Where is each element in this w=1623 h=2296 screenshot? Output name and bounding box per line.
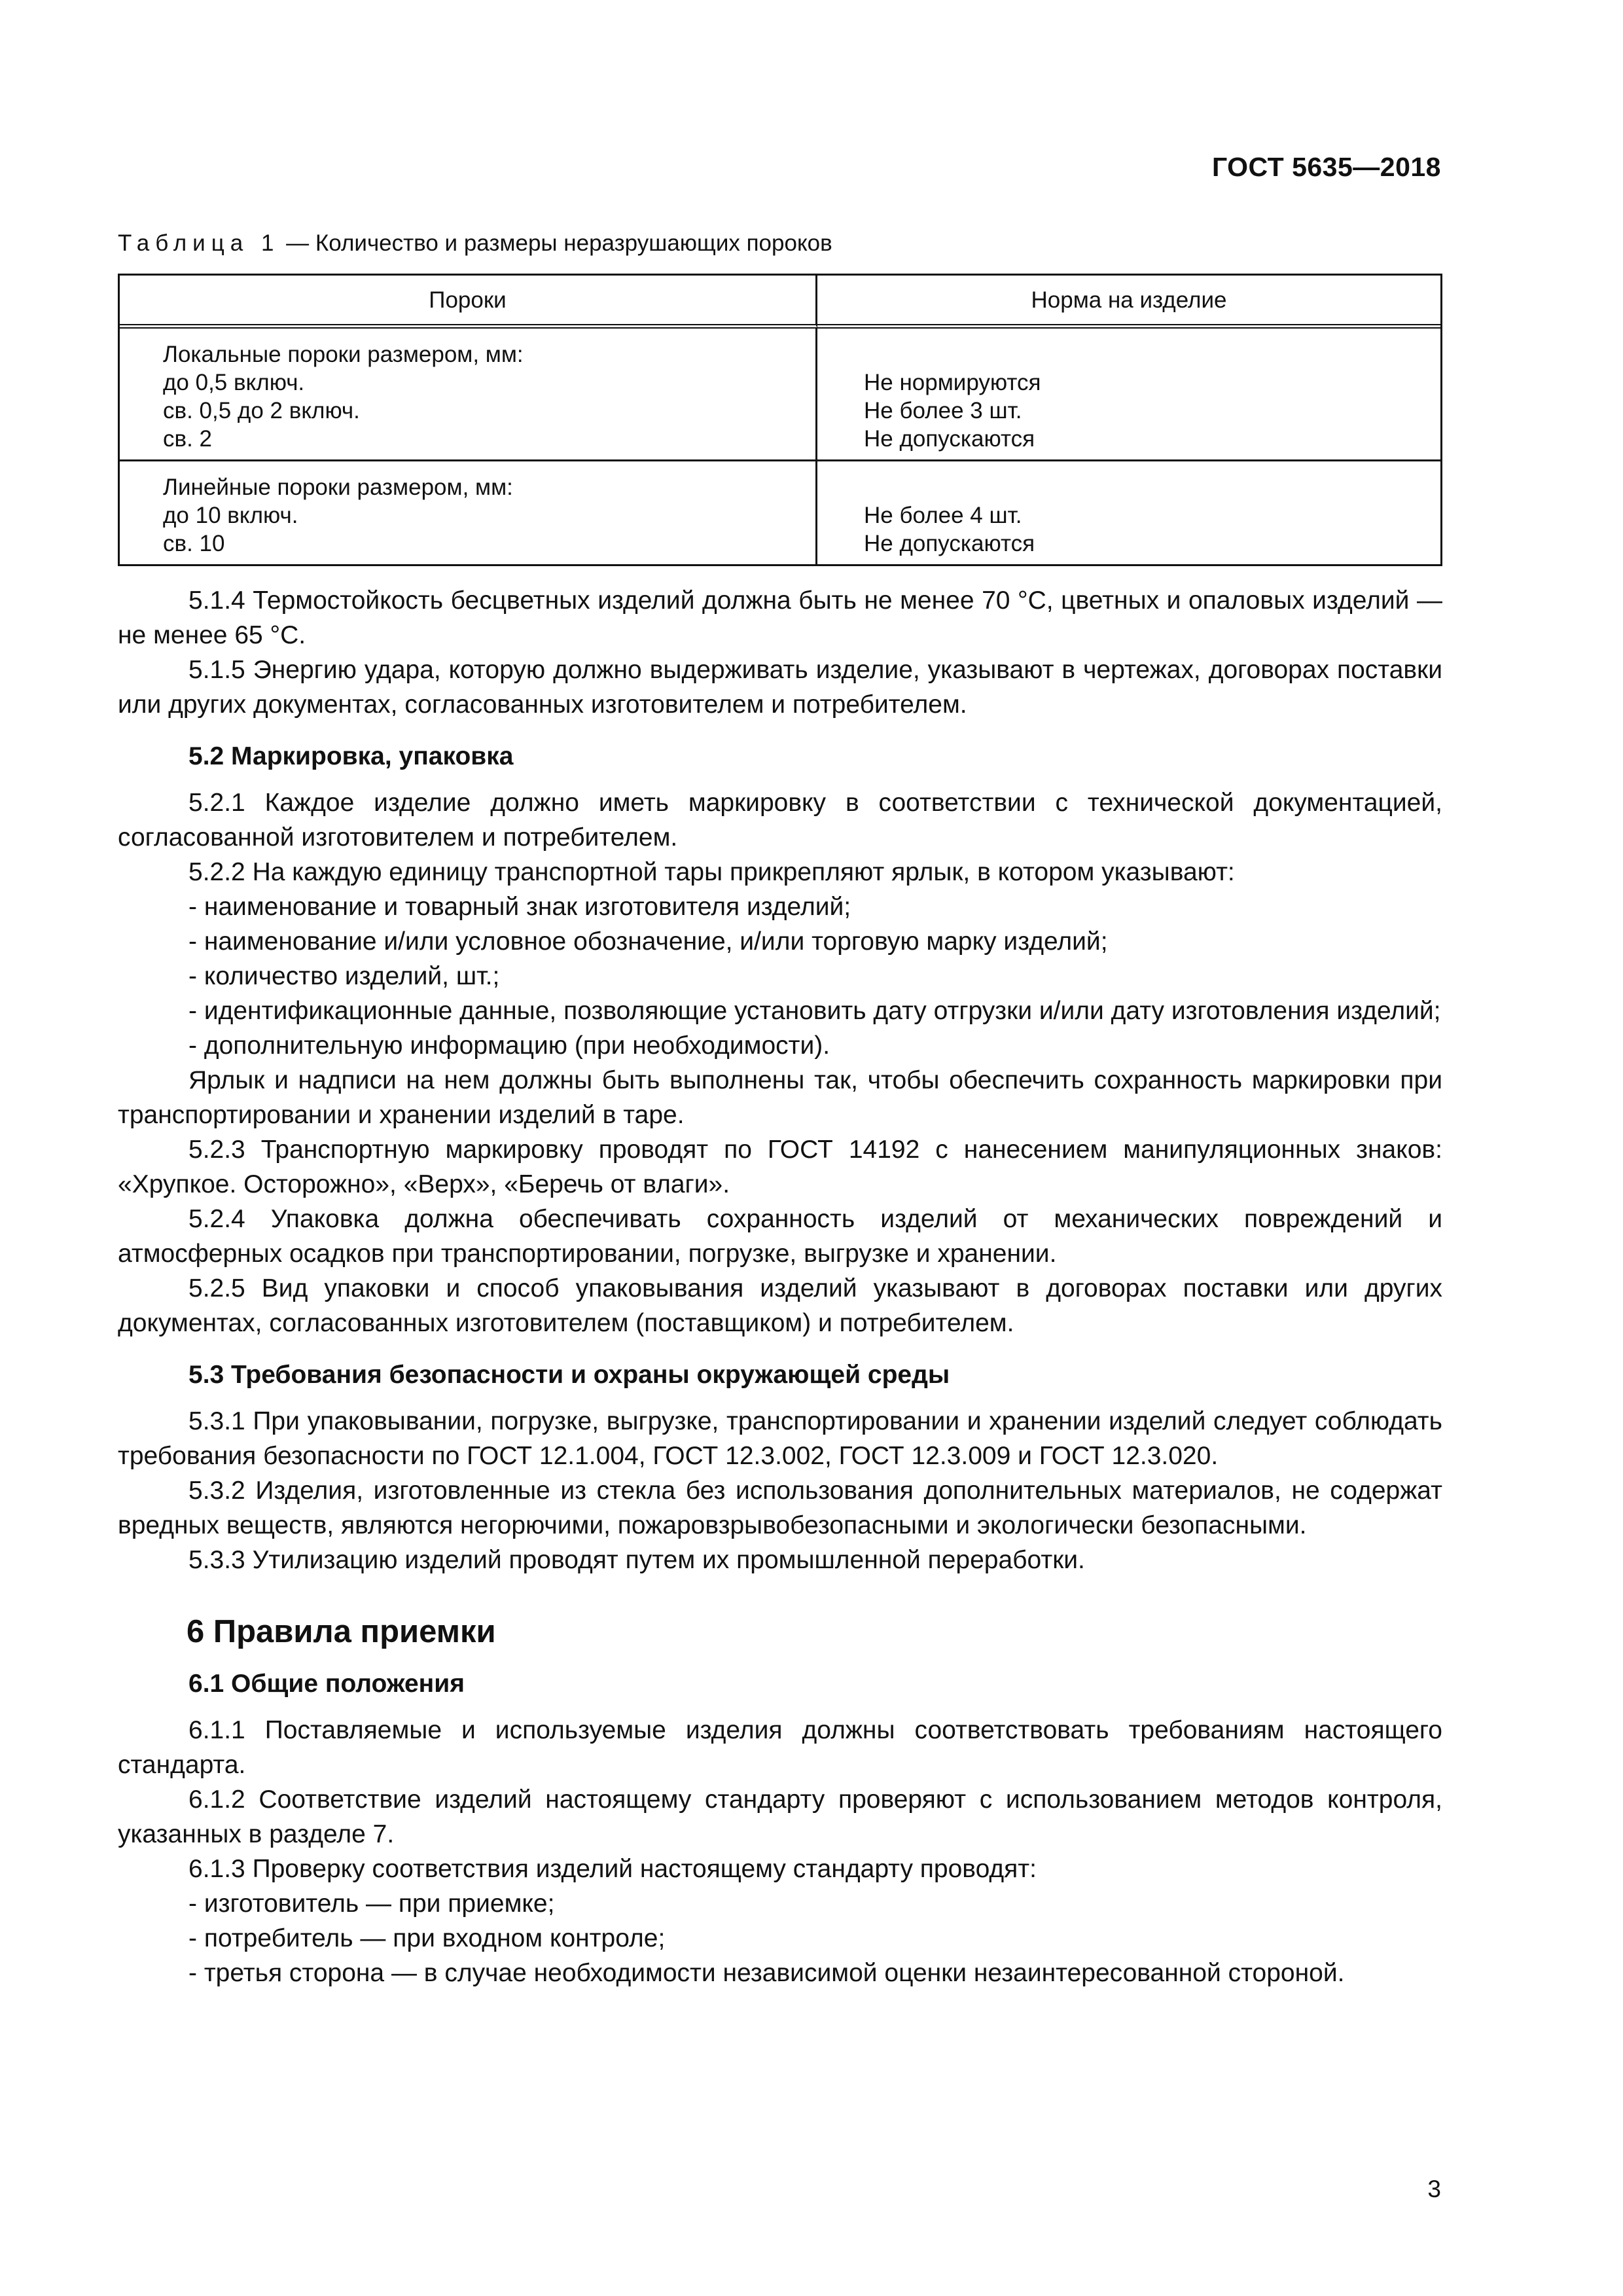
table-header-row: [120, 276, 1440, 329]
cell-line: св. 2: [163, 426, 213, 452]
paragraph-5-2-1: 5.2.1 Каждое изделие должно иметь маркировку в соответствии с технической документацией, согласованной изготовителем и потребителем.: [118, 789, 1442, 852]
list-item: - изготовитель — при приемке;: [188, 1890, 555, 1918]
list-item: - количество изделий, шт.;: [188, 962, 500, 990]
cell-line: до 0,5 включ.: [163, 370, 305, 395]
cell-spacer: [864, 473, 1440, 501]
list-item: - дополнительную информацию (при необходимости).: [188, 1031, 830, 1060]
table-caption-text: — Количество и размеры неразрушающих пороков: [286, 230, 832, 256]
table-caption-label: Таблица 1: [118, 230, 280, 256]
paragraph-5-2-4: 5.2.4 Упаковка должна обеспечивать сохранность изделий от механических повреждений и атмосферных осадков при транспортировании, погрузке, выгрузке и хранении.: [118, 1205, 1442, 1268]
list-item: - третья сторона — в случае необходимости независимой оценки незаинтересованной стороной.: [188, 1959, 1345, 1987]
paragraph-5-2-5: 5.2.5 Вид упаковки и способ упаковывания изделий указывают в договорах поставки или других документах, согласованных изготовителем (поставщиком) и потребителем.: [118, 1274, 1442, 1337]
list-item: - наименование и/или условное обозначение, и/или торговую марку изделий;: [188, 927, 1108, 956]
column-header-norm: Норма на изделие: [817, 276, 1440, 329]
paragraph-5-3-1: 5.3.1 При упаковывании, погрузке, выгрузке, транспортировании и хранении изделий следует соблюдать требования безопасности по ГОСТ 12.1.004, ГОСТ 12.3.002, ГОСТ 12.3.009 и ГОСТ 12.3.020.: [118, 1407, 1442, 1470]
paragraph-5-3-2: 5.3.2 Изделия, изготовленные из стекла без использования дополнительных материалов, не содержат вредных веществ, являются негорючими, пожаровзрывобезопасными и экологически безопасными.: [118, 1477, 1442, 1539]
table-row: [120, 329, 1440, 461]
paragraph-5-2-2: 5.2.2 На каждую единицу транспортной тары прикрепляют ярлык, в котором указывают:: [188, 858, 1235, 886]
paragraph-5-1-4: 5.1.4 Термостойкость бесцветных изделий должна быть не менее 70 °С, цветных и опаловых изделий — не менее 65 °С.: [118, 586, 1442, 649]
cell-line: Не нормируются: [864, 370, 1041, 395]
table-caption: [118, 228, 1442, 259]
cell-line: Локальные пороки размером, мм:: [163, 342, 524, 367]
list-item: - идентификационные данные, позволяющие установить дату отгрузки и/или дату изготовления изделий;: [188, 997, 1441, 1025]
cell-line: Не допускаются: [864, 426, 1035, 452]
cell-line: до 10 включ.: [163, 503, 298, 528]
table-row: [120, 461, 1440, 564]
paragraph-6-1-3: 6.1.3 Проверку соответствия изделий настоящему стандарту проводят:: [188, 1855, 1037, 1883]
cell-line: Не более 4 шт.: [864, 503, 1022, 528]
cell-line: Не более 3 шт.: [864, 398, 1022, 423]
subsection-heading-5-2: 5.2 Маркировка, упаковка: [188, 742, 514, 770]
table-cell-defects: [120, 329, 817, 461]
paragraph-5-2-3: 5.2.3 Транспортную маркировку проводят по ГОСТ 14192 с нанесением манипуляционных знаков: «Хрупкое. Осторожно», «Верх», «Беречь от влаги».: [118, 1136, 1442, 1198]
list-item: - потребитель — при входном контроле;: [188, 1924, 666, 1952]
paragraph-5-1-5: 5.1.5 Энергию удара, которую должно выдерживать изделие, указывают в чертежах, договорах поставки или других документах, согласованных изготовителем и потребителем.: [118, 656, 1442, 719]
cell-line: Не допускаются: [864, 531, 1035, 556]
subsection-heading-5-3: 5.3 Требования безопасности и охраны окружающей среды: [188, 1361, 950, 1389]
standard-code: ГОСТ 5635—2018: [1211, 152, 1441, 182]
section-heading-6: 6 Правила приемки: [187, 1614, 496, 1649]
paragraph-6-1-1: 6.1.1 Поставляемые и используемые изделия должны соответствовать требованиям настоящего стандарта.: [118, 1716, 1442, 1779]
subsection-heading-6-1: 6.1 Общие положения: [188, 1670, 465, 1698]
page-number: 3: [1427, 2176, 1441, 2202]
paragraph-5-2-2-label-note: Ярлык и надписи на нем должны быть выполнены так, чтобы обеспечить сохранность маркировки при транспортировании и хранении изделий в таре.: [118, 1066, 1442, 1129]
cell-spacer: [864, 340, 1440, 368]
cell-line: св. 10: [163, 531, 225, 556]
paragraph-6-1-2: 6.1.2 Соответствие изделий настоящему стандарту проверяют с использованием методов контроля, указанных в разделе 7.: [118, 1785, 1442, 1848]
list-item: - наименование и товарный знак изготовителя изделий;: [188, 893, 851, 921]
cell-line: Линейные пороки размером, мм:: [163, 475, 513, 500]
table-cell-defects: [120, 461, 817, 564]
page-content: [118, 228, 1442, 1990]
column-header-defects: Пороки: [120, 276, 817, 329]
defects-table: [118, 274, 1442, 566]
table-cell-norm: [817, 461, 1440, 564]
cell-line: св. 0,5 до 2 включ.: [163, 398, 360, 423]
table-cell-norm: [817, 329, 1440, 461]
paragraph-5-3-3: 5.3.3 Утилизацию изделий проводят путем их промышленной переработки.: [188, 1546, 1085, 1574]
